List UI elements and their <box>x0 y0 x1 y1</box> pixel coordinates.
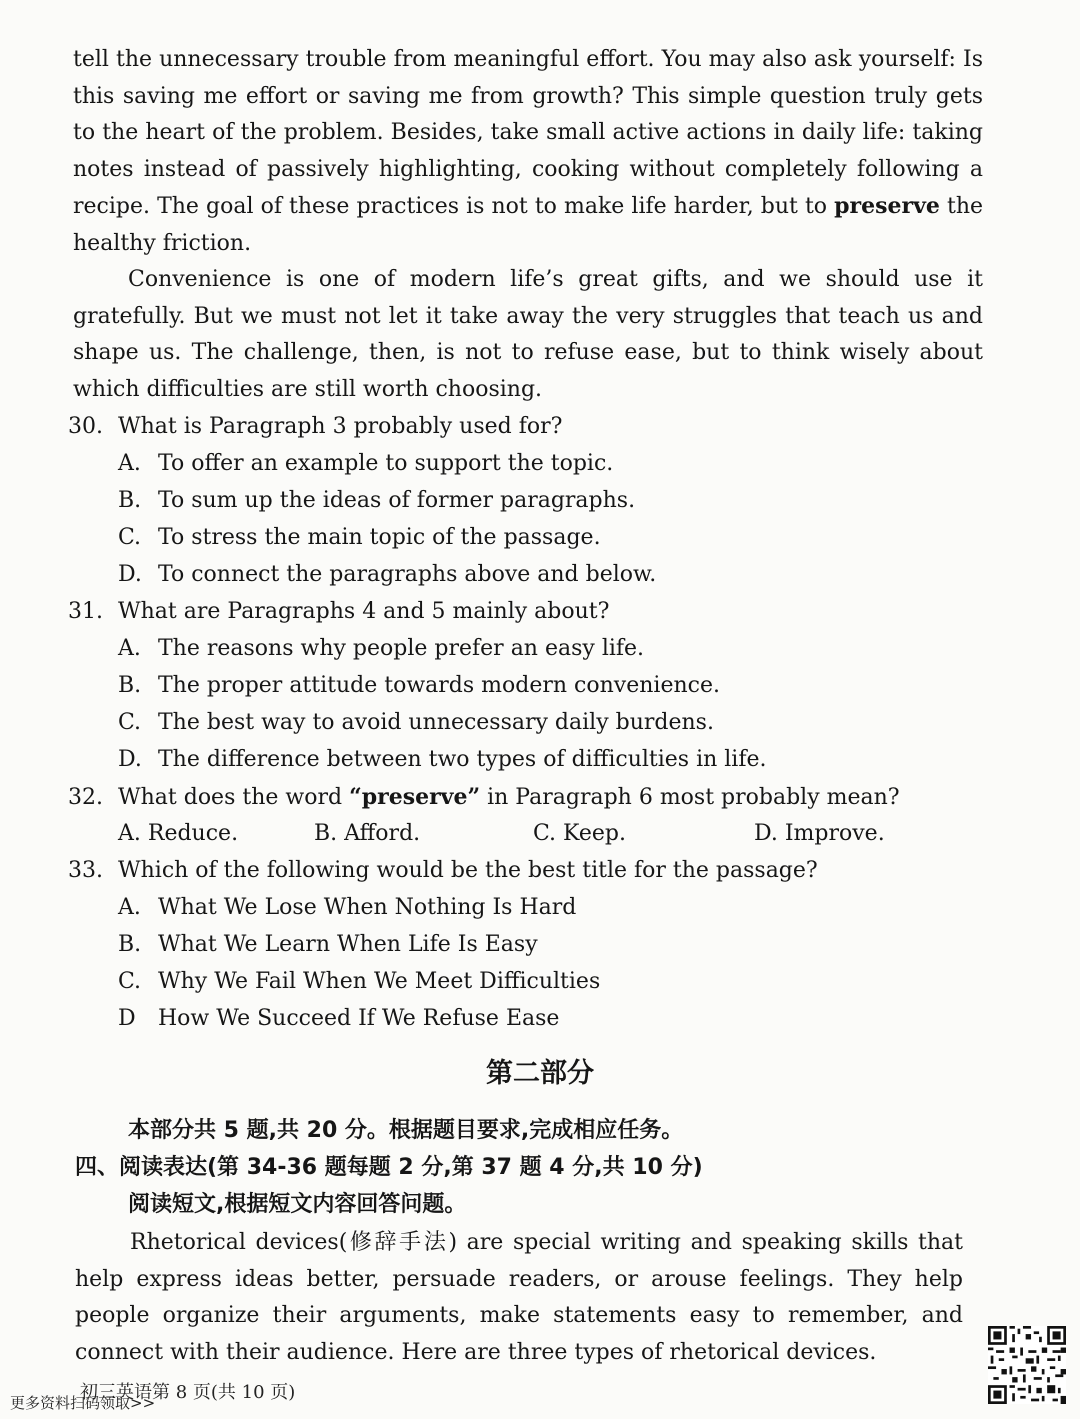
question-text: Which of the following would be the best title for the passage? <box>118 858 818 883</box>
option-33-d[interactable]: D How We Succeed If We Refuse Ease <box>118 1006 560 1031</box>
question-text: What are Paragraphs 4 and 5 mainly about? <box>118 599 610 624</box>
option-33-b[interactable]: B. What We Learn When Life Is Easy <box>118 932 538 957</box>
option-32-b[interactable]: B. Afford. <box>314 821 421 846</box>
option-33-a[interactable]: A. What We Lose When Nothing Is Hard <box>118 895 577 920</box>
para-cont-end: the healthy friction. <box>73 194 984 256</box>
section-heading: 四、阅读表达(第 34-36 题每题 2 分,第 37 题 4 分,共 10 分) <box>75 1155 703 1180</box>
section-instruction: 阅读短文,根据短文内容回答问题。 <box>128 1192 467 1217</box>
option-31-c[interactable]: C. The best way to avoid unnecessary daily burdens. <box>118 710 714 735</box>
para-last-text: Convenience is one of modern life’s great gifts, and we should use it gratefully. But we must not let it take away the very struggles that teach us and shape us. The challenge, then, is not to refuse ease, but to think wisely about which difficulties are still worth choosing. <box>73 267 983 402</box>
question-33 <box>68 853 818 889</box>
question-32 <box>68 779 900 816</box>
question-number: 33. <box>68 858 103 883</box>
option-33-c[interactable]: C. Why We Fail When We Meet Difficulties <box>118 969 601 994</box>
question-number: 32. <box>68 785 103 810</box>
rhetoric-para-start: Rhetorical devices( <box>130 1230 348 1255</box>
watermark-text[interactable]: 更多资料扫码领取>> <box>10 1394 156 1412</box>
question-text-after: in Paragraph 6 most probably mean? <box>487 785 900 810</box>
option-30-a[interactable]: A. To offer an example to support the topic. <box>118 451 614 476</box>
page-number: 初三英语第 8 页(共 10 页) <box>80 1382 296 1403</box>
option-32-d[interactable]: D. Improve. <box>754 821 885 846</box>
part2-title: 第二部分 <box>486 1058 594 1089</box>
question-keyword: “preserve” <box>349 784 481 810</box>
passage-paragraph-continued <box>73 42 983 263</box>
option-32-c[interactable]: C. Keep. <box>533 821 627 846</box>
question-30 <box>68 409 562 445</box>
option-30-b[interactable]: B. To sum up the ideas of former paragraphs. <box>118 488 636 513</box>
rhetoric-paragraph <box>75 1225 963 1371</box>
rhetoric-para-rest: ) are special writing and speaking skills that help express ideas better, persuade readers, or arouse feelings. They help people organize their arguments, make statements easy to remember, and connect with their audience. Here are three types of rhetorical devices. <box>75 1230 963 1365</box>
option-30-c[interactable]: C. To stress the main topic of the passage. <box>118 525 601 550</box>
option-31-b[interactable]: B. The proper attitude towards modern convenience. <box>118 673 720 698</box>
para-cont-text: tell the unnecessary trouble from meaningful effort. You may also ask yourself: Is this saving me effort or saving me from growth? This simple question truly gets to the heart of the problem. Besides, take small active actions in daily life: taking notes instead of passively highlighting, cooking without completely following a recipe. The goal of these practices is not to make life harder, but to <box>73 47 983 220</box>
qr-code-icon[interactable] <box>988 1326 1066 1404</box>
question-text-before: What does the word <box>118 785 343 810</box>
option-31-a[interactable]: A. The reasons why people prefer an easy life. <box>118 636 645 661</box>
part2-intro: 本部分共 5 题,共 20 分。根据题目要求,完成相应任务。 <box>128 1118 684 1143</box>
passage-paragraph-last <box>73 262 983 408</box>
para-cont-bold: preserve <box>834 193 940 220</box>
question-number: 31. <box>68 599 103 624</box>
question-number: 30. <box>68 414 103 439</box>
option-30-d[interactable]: D. To connect the paragraphs above and below. <box>118 562 657 587</box>
option-32-a[interactable]: A. Reduce. <box>118 821 239 846</box>
rhetoric-para-zh: 修辞手法 <box>347 1230 449 1255</box>
option-31-d[interactable]: D. The difference between two types of difficulties in life. <box>118 747 767 772</box>
question-text: What is Paragraph 3 probably used for? <box>118 414 563 439</box>
question-31 <box>68 594 609 630</box>
